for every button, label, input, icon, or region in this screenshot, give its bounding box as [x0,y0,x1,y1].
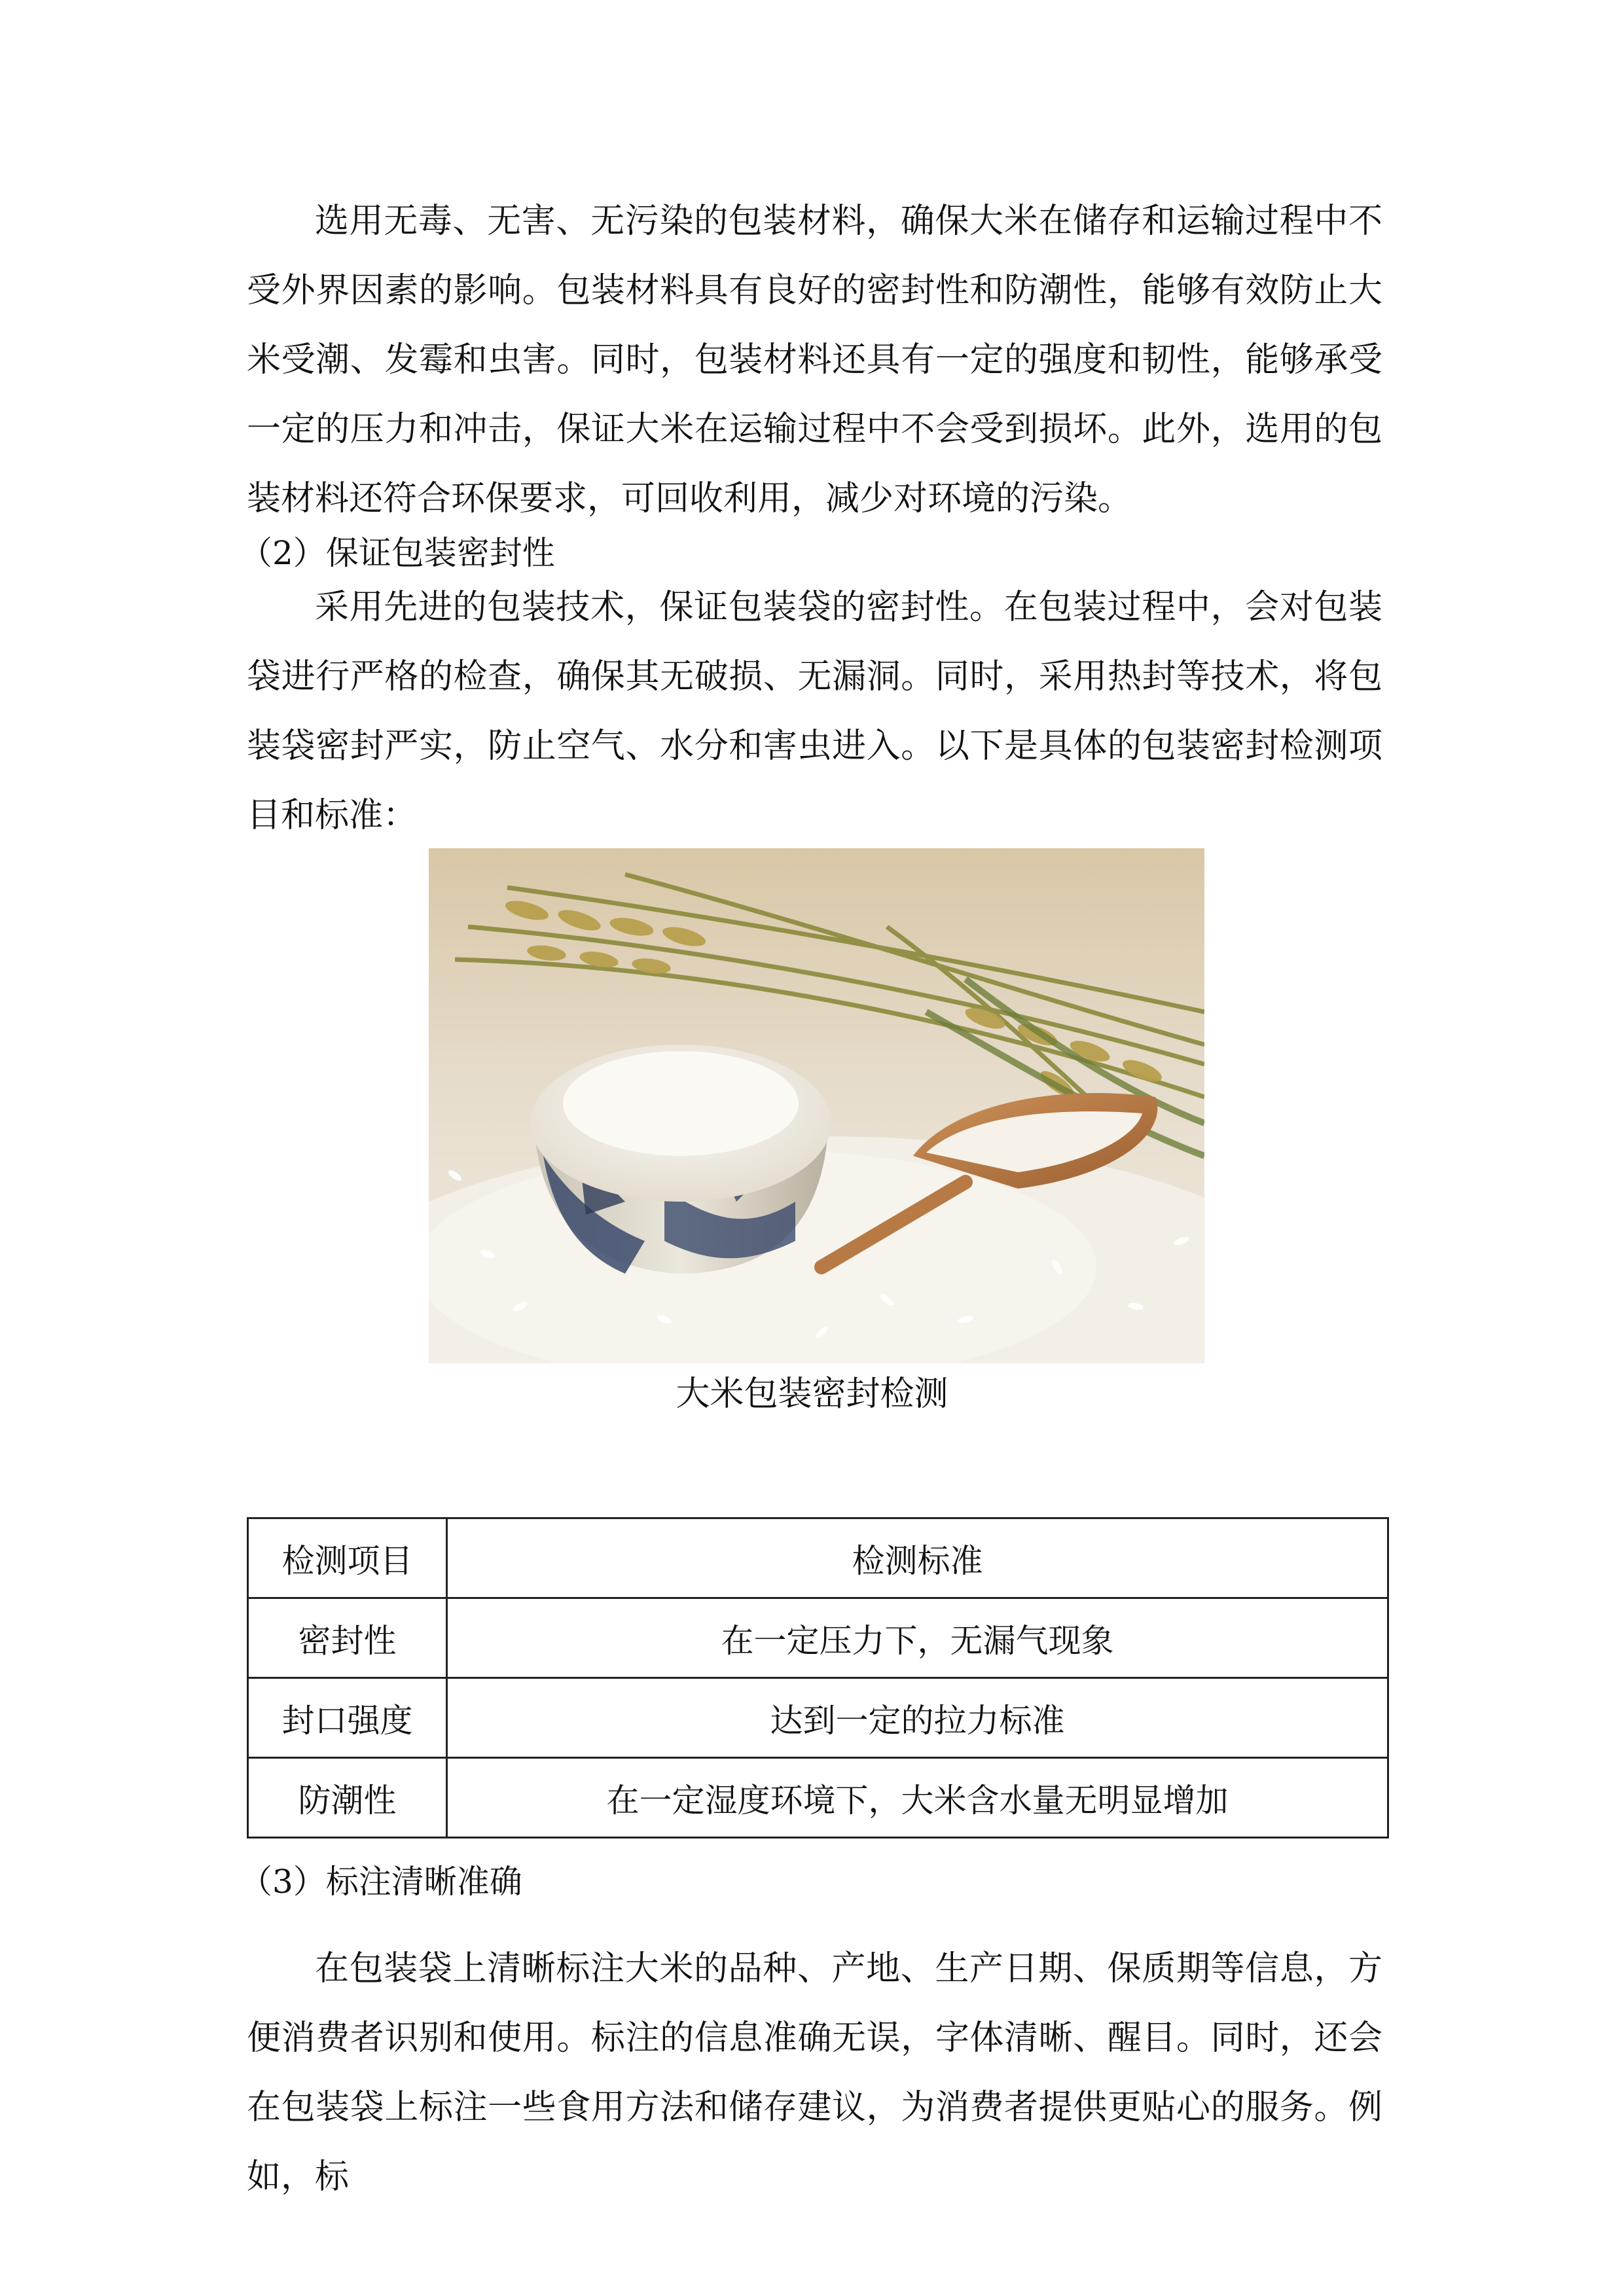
paragraph-packaging-materials: 选用无毒、无害、无污染的包装材料，确保大米在储存和运输过程中不受外界因素的影响。包装材料具有良好的密封性和防潮性，能够有效防止大米受潮、发霉和虫害。同时，包装材料还具有一定的强度和韧性，能够承受一定的压力和冲击，保证大米在运输过程中不会受到损坏。此外，选用的包装材料还符合环保要求，可回收利用，减少对环境的污染。 [247,202,1382,518]
table-header-row [248,1518,1388,1598]
seal-test-table [247,1517,1389,1839]
paragraph-labeling: 在包装袋上清晰标注大米的品种、产地、生产日期、保质期等信息，方便消费者识别和使用。标注的信息准确无误，字体清晰、醒目。同时，还会在包装袋上标注一些食用方法和储存建议，为消费者提供更贴心的服务。例如，标 [247,1949,1382,2197]
item-cell: 密封性 [248,1598,447,1678]
header-item-cell: 检测项目 [248,1518,447,1598]
item-cell: 封口强度 [248,1678,447,1758]
section-heading-sealing: （2）保证包装密封性 [240,534,555,572]
figure-caption: 大米包装密封检测 [676,1374,948,1414]
table-row [248,1758,1388,1838]
standard-cell: 在一定压力下，无漏气现象 [447,1598,1388,1678]
table-row [248,1678,1388,1758]
table-row [248,1598,1388,1678]
paragraph-sealing-technology: 采用先进的包装技术，保证包装袋的密封性。在包装过程中，会对包装袋进行严格的检查，确保其无破损、无漏洞。同时，采用热封等技术，将包装袋密封严实，防止空气、水分和害虫进入。以下是具体的包装密封检测项目和标准： [247,588,1382,835]
header-standard-cell: 检测标准 [447,1518,1388,1598]
section-heading-labeling: （3）标注清晰准确 [240,1863,522,1901]
standard-cell: 在一定湿度环境下，大米含水量无明显增加 [447,1758,1388,1838]
rice-photo [429,848,1204,1363]
rice-bowl-illustration [429,848,1204,1363]
standard-cell: 达到一定的拉力标准 [447,1678,1388,1758]
item-cell: 防潮性 [248,1758,447,1838]
